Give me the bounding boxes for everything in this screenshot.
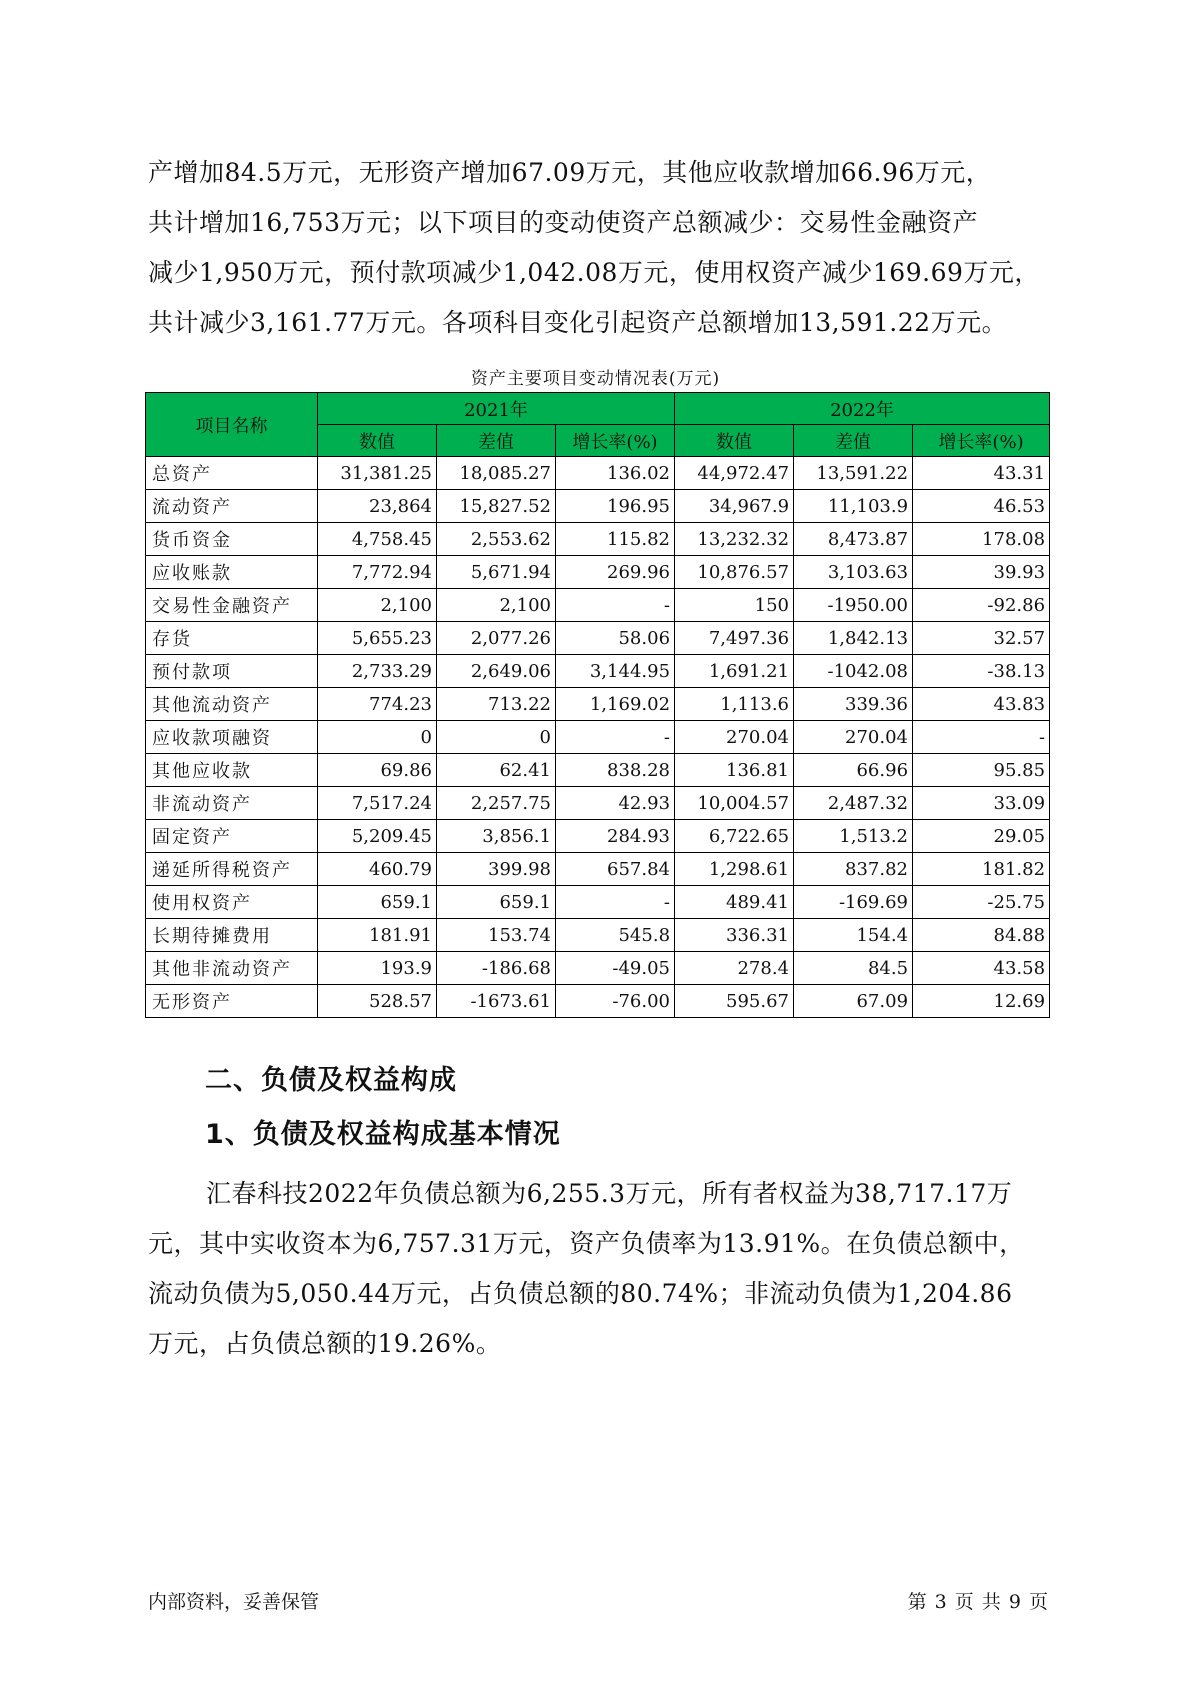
intro-paragraph [148,148,1048,348]
subsection-heading: 1、负债及权益构成基本情况 [205,1119,561,1150]
table-cell: -25.75 [913,886,1050,919]
table-cell: 5,209.45 [318,820,437,853]
table-cell: 193.9 [318,952,437,985]
table-cell: 10,876.57 [675,556,794,589]
intro-line: 减少1,950万元，预付款项减少1,042.08万元，使用权资产减少169.69万元， [148,258,1040,287]
table-cell: - [556,886,675,919]
table-cell: 489.41 [675,886,794,919]
row-label: 应收款项融资 [146,721,318,754]
table-cell: 44,972.47 [675,457,794,490]
table-cell: 3,103.63 [794,556,913,589]
table-cell: 150 [675,589,794,622]
table-cell: 43.83 [913,688,1050,721]
table-cell: 13,232.32 [675,523,794,556]
table-row [146,853,1050,886]
table-cell: 84.88 [913,919,1050,952]
table-row [146,952,1050,985]
table-cell: 657.84 [556,853,675,886]
table-cell: 196.95 [556,490,675,523]
liabilities-paragraph [148,1169,1048,1369]
table-cell: 43.58 [913,952,1050,985]
table-row [146,886,1050,919]
table-cell: 69.86 [318,754,437,787]
table-cell: 3,144.95 [556,655,675,688]
table-cell: 67.09 [794,985,913,1018]
table-cell: 3,856.1 [437,820,556,853]
header-growth-rate: 增长率(%) [556,425,675,457]
table-cell: 837.82 [794,853,913,886]
table-cell: 33.09 [913,787,1050,820]
table-cell: 15,827.52 [437,490,556,523]
asset-change-table [145,392,1050,1018]
row-label: 其他非流动资产 [146,952,318,985]
table-cell: 659.1 [318,886,437,919]
table-cell: 2,553.62 [437,523,556,556]
table-cell: 270.04 [675,721,794,754]
table-cell: 18,085.27 [437,457,556,490]
table-cell: 339.36 [794,688,913,721]
header-item-name: 项目名称 [146,393,318,457]
table-cell: 31,381.25 [318,457,437,490]
table-cell: -169.69 [794,886,913,919]
table-cell: -1950.00 [794,589,913,622]
table-cell: 284.93 [556,820,675,853]
table-cell: -38.13 [913,655,1050,688]
body-line: 万元，占负债总额的19.26%。 [148,1329,502,1358]
table-cell: 11,103.9 [794,490,913,523]
table-cell: 4,758.45 [318,523,437,556]
table-cell: 8,473.87 [794,523,913,556]
table-cell: 12.69 [913,985,1050,1018]
table-cell: 154.4 [794,919,913,952]
row-label: 流动资产 [146,490,318,523]
table-cell: 6,722.65 [675,820,794,853]
row-label: 递延所得税资产 [146,853,318,886]
table-cell: -1673.61 [437,985,556,1018]
table-cell: 29.05 [913,820,1050,853]
table-cell: 115.82 [556,523,675,556]
row-label: 存货 [146,622,318,655]
table-cell: 1,513.2 [794,820,913,853]
table-cell: 2,487.32 [794,787,913,820]
table-body [146,457,1050,1018]
table-cell: -76.00 [556,985,675,1018]
header-value: 数值 [675,425,794,457]
header-growth-rate: 增长率(%) [913,425,1050,457]
table-cell: 269.96 [556,556,675,589]
table-cell: 0 [318,721,437,754]
table-row [146,820,1050,853]
table-row [146,556,1050,589]
table-cell: 595.67 [675,985,794,1018]
table-row [146,985,1050,1018]
body-line: 流动负债为5,050.44万元，占负债总额的80.74%；非流动负债为1,204.86 [148,1279,1013,1308]
table-cell: - [913,721,1050,754]
table-cell: -92.86 [913,589,1050,622]
table-row [146,754,1050,787]
table-cell: 2,077.26 [437,622,556,655]
table-cell: 270.04 [794,721,913,754]
table-cell: 7,517.24 [318,787,437,820]
table-cell: 2,649.06 [437,655,556,688]
row-label: 交易性金融资产 [146,589,318,622]
table-cell: 181.91 [318,919,437,952]
table-cell: 1,169.02 [556,688,675,721]
table-cell: 1,298.61 [675,853,794,886]
table-cell: 58.06 [556,622,675,655]
table-cell: 34,967.9 [675,490,794,523]
table-cell: -49.05 [556,952,675,985]
table-cell: 178.08 [913,523,1050,556]
table-row [146,655,1050,688]
header-value: 数值 [318,425,437,457]
row-label: 无形资产 [146,985,318,1018]
table-cell: 659.1 [437,886,556,919]
table-cell: 39.93 [913,556,1050,589]
table-cell: 84.5 [794,952,913,985]
table-cell: 278.4 [675,952,794,985]
table-cell: 46.53 [913,490,1050,523]
row-label: 总资产 [146,457,318,490]
table-cell: 10,004.57 [675,787,794,820]
table-cell: 95.85 [913,754,1050,787]
table-cell: 32.57 [913,622,1050,655]
header-year-2022: 2022年 [675,393,1050,425]
table-cell: 1,691.21 [675,655,794,688]
table-cell: 13,591.22 [794,457,913,490]
row-label: 货币资金 [146,523,318,556]
table-cell: 1,842.13 [794,622,913,655]
row-label: 非流动资产 [146,787,318,820]
row-label: 使用权资产 [146,886,318,919]
table-row [146,721,1050,754]
table-cell: - [556,589,675,622]
table-cell: 62.41 [437,754,556,787]
row-label: 预付款项 [146,655,318,688]
table-cell: 1,113.6 [675,688,794,721]
table-caption: 资产主要项目变动情况表(万元) [470,369,721,389]
table-cell: 399.98 [437,853,556,886]
table-cell: 2,100 [318,589,437,622]
table-cell: 460.79 [318,853,437,886]
table-cell: 2,733.29 [318,655,437,688]
footer-page-number: 第 3 页 共 9 页 [907,1591,1049,1613]
table-cell: 0 [437,721,556,754]
table-row [146,490,1050,523]
table-cell: 545.8 [556,919,675,952]
intro-line: 产增加84.5万元，无形资产增加67.09万元，其他应收款增加66.96万元， [148,158,992,187]
row-label: 其他流动资产 [146,688,318,721]
table-row [146,787,1050,820]
table-cell: 713.22 [437,688,556,721]
table-cell: 153.74 [437,919,556,952]
table-cell: - [556,721,675,754]
intro-line: 共计减少3,161.77万元。各项科目变化引起资产总额增加13,591.22万元。 [148,308,1008,337]
table-row [146,622,1050,655]
table-cell: 5,655.23 [318,622,437,655]
header-difference: 差值 [794,425,913,457]
table-cell: 5,671.94 [437,556,556,589]
table-cell: 66.96 [794,754,913,787]
table-cell: 23,864 [318,490,437,523]
header-difference: 差值 [437,425,556,457]
intro-line: 共计增加16,753万元；以下项目的变动使资产总额减少：交易性金融资产 [148,208,978,237]
table-cell: -186.68 [437,952,556,985]
table-cell: 136.81 [675,754,794,787]
table-cell: 136.02 [556,457,675,490]
table-row [146,919,1050,952]
row-label: 长期待摊费用 [146,919,318,952]
table-cell: 43.31 [913,457,1050,490]
table-cell: 181.82 [913,853,1050,886]
footer-confidential-note: 内部资料，妥善保管 [148,1591,320,1613]
table-row [146,589,1050,622]
table-cell: 838.28 [556,754,675,787]
table-cell: 336.31 [675,919,794,952]
table-cell: -1042.08 [794,655,913,688]
section-heading: 二、负债及权益构成 [205,1065,457,1096]
table-cell: 42.93 [556,787,675,820]
table-cell: 528.57 [318,985,437,1018]
body-line: 汇春科技2022年负债总额为6,255.3万元，所有者权益为38,717.17万 [206,1179,1013,1208]
body-line: 元，其中实收资本为6,757.31万元，资产负债率为13.91%。在负债总额中， [148,1229,1025,1258]
table-cell: 7,772.94 [318,556,437,589]
table-row [146,457,1050,490]
table-cell: 2,100 [437,589,556,622]
row-label: 固定资产 [146,820,318,853]
row-label: 其他应收款 [146,754,318,787]
table-cell: 7,497.36 [675,622,794,655]
table-row [146,523,1050,556]
table-cell: 2,257.75 [437,787,556,820]
row-label: 应收账款 [146,556,318,589]
table-cell: 774.23 [318,688,437,721]
table-row [146,688,1050,721]
header-year-2021: 2021年 [318,393,675,425]
